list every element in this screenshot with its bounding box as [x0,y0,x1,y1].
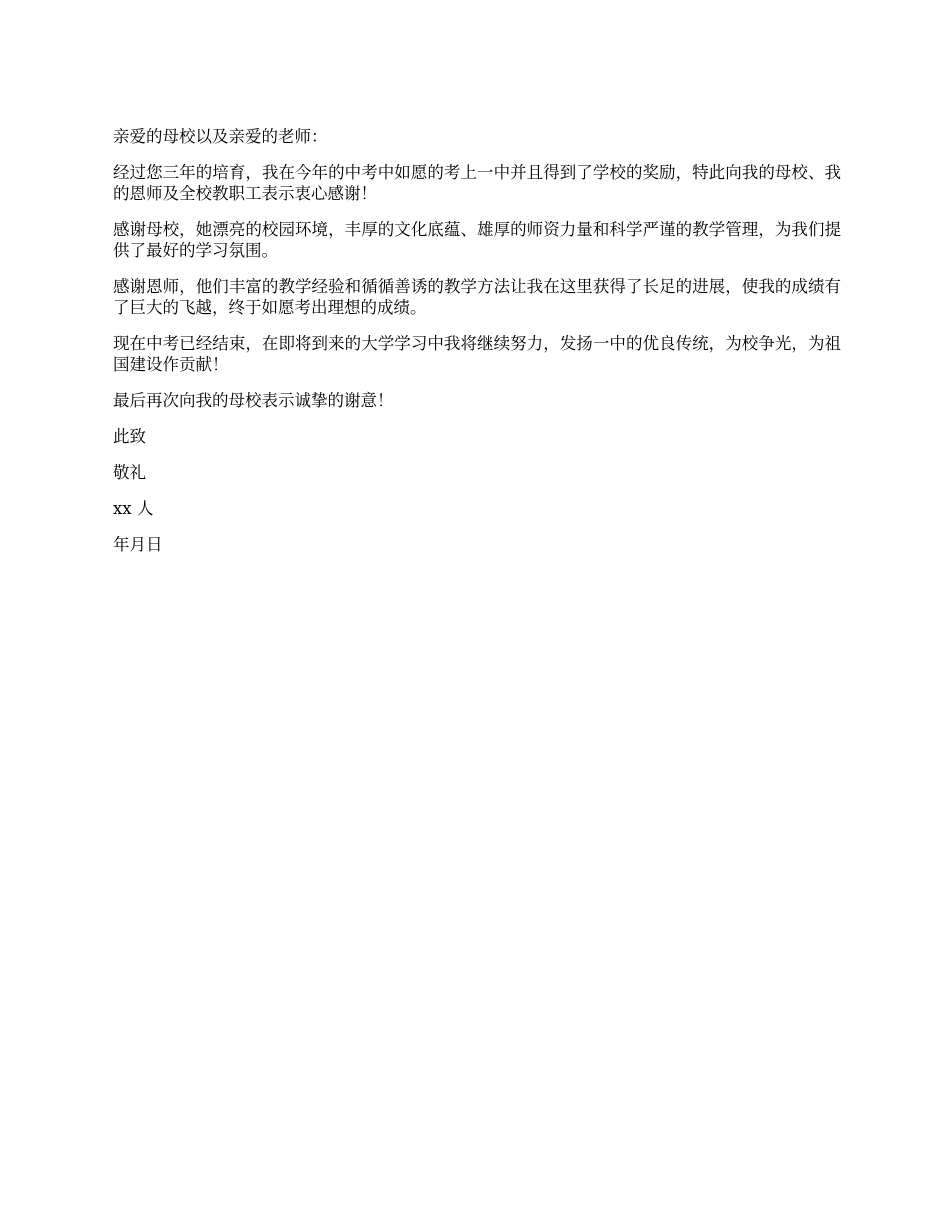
date-line: 年月日 [113,535,163,554]
paragraph-school: 感谢母校，她漂亮的校园环境，丰厚的文化底蕴、雄厚的师资力量和科学严谨的教学管理，为我们提供了最好的学习氛围。 [113,220,841,260]
paragraph-teachers: 感谢恩师，他们丰富的教学经验和循循善诱的教学方法让我在这里获得了长足的进展，使我的成绩有了巨大的飞越，终于如愿考出理想的成绩。 [113,277,841,317]
signature: xx 人 [113,499,154,518]
paragraph-gratitude: 经过您三年的培育，我在今年的中考中如愿的考上一中并且得到了学校的奖励，特此向我的母校、我的恩师及全校教职工表示衷心感谢！ [113,163,841,203]
closing-jingli: 敬礼 [113,463,146,482]
paragraph-final-thanks: 最后再次向我的母校表示诚挚的谢意！ [113,391,394,410]
salutation: 亲爱的母校以及亲爱的老师： [113,127,328,146]
closing-cizhi: 此致 [113,427,146,446]
paragraph-future: 现在中考已经结束，在即将到来的大学学习中我将继续努力，发扬一中的优良传统，为校争光，为祖国建设作贡献！ [113,334,841,374]
letter-body [113,126,841,570]
